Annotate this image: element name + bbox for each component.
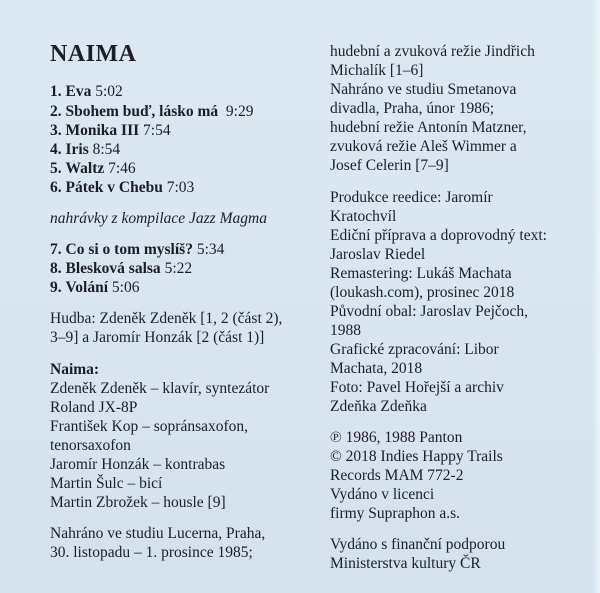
text-line: © 2018 Indies Happy Trails: [330, 448, 503, 465]
text-line: Foto: Pavel Hořejší a archiv: [330, 379, 504, 396]
text-line: Josef Celerin [7–9]: [330, 157, 449, 174]
track-item: 4. Iris 8:54: [50, 141, 121, 158]
text-line: Jaroslav Riedel: [330, 246, 426, 263]
text-line: Ediční příprava a doprovodný text:: [330, 227, 547, 244]
text-line: Původní obal: Jaroslav Pejčoch,: [330, 303, 529, 320]
text-line: Produkce reedice: Jaromír: [330, 189, 493, 206]
band-heading: Naima:: [50, 361, 100, 378]
text-line: Zdeňka Zdeňka: [330, 398, 427, 415]
text-line: 3–9] a Jaromír Honzák [2 (část 1)]: [50, 329, 265, 346]
track-item: 8. Blesková salsa 5:22: [50, 260, 193, 277]
text-line: 30. listopadu – 1. prosince 1985;: [50, 544, 253, 561]
text-line: František Kop – sopránsaxofon,: [50, 418, 249, 435]
album-title: NAIMA: [50, 41, 137, 67]
text-line: zvuková režie Aleš Wimmer a: [330, 138, 517, 155]
text-line: Kratochvíl: [330, 208, 397, 225]
page-edge: [592, 0, 600, 593]
text-line: Remastering: Lukáš Machata: [330, 265, 512, 282]
text-line: ℗ 1986, 1988 Panton: [330, 429, 463, 446]
text-line: Michalík [1–6]: [330, 62, 424, 79]
track-item: 3. Monika III 7:54: [50, 122, 171, 139]
track-item: 7. Co si o tom myslíš? 5:34: [50, 241, 225, 258]
track-item: 1. Eva 5:02: [50, 83, 123, 100]
text-line: Records MAM 772-2: [330, 467, 464, 484]
text-line: Zdeněk Zdeněk – klavír, syntezátor: [50, 380, 270, 397]
text-line: Roland JX-8P: [50, 399, 138, 416]
track-item: 5. Waltz 7:46: [50, 160, 136, 177]
text-line: hudební a zvuková režie Jindřich: [330, 43, 535, 60]
text-line: 1988: [330, 322, 361, 339]
text-line: Grafické zpracování: Libor: [330, 341, 499, 358]
text-line: hudební režie Antonín Matzner,: [330, 119, 527, 136]
text-line: firmy Supraphon a.s.: [330, 505, 461, 522]
track-item: 9. Volání 5:06: [50, 279, 140, 296]
text-line: Hudba: Zdeněk Zdeněk [1, 2 (část 2),: [50, 310, 283, 327]
text-line: Nahráno ve studiu Lucerna, Praha,: [50, 525, 266, 542]
text-line: divadla, Praha, únor 1986;: [330, 100, 495, 117]
text-line: (loukash.com), prosinec 2018: [330, 284, 515, 301]
compilation-note: nahrávky z kompilace Jazz Magma: [50, 210, 267, 227]
text-line: Ministerstva kultury ČR: [330, 555, 481, 572]
text-line: Nahráno ve studiu Smetanova: [330, 81, 517, 98]
text-line: tenorsaxofon: [50, 437, 131, 454]
text-line: Machata, 2018: [330, 360, 423, 377]
text-line: Martin Zbrožek – housle [9]: [50, 494, 226, 511]
text-line: Martin Šulc – bicí: [50, 475, 163, 492]
track-item: 6. Pátek v Chebu 7:03: [50, 179, 195, 196]
text-line: Vydáno s finanční podporou: [330, 536, 506, 553]
text-line: Jaromír Honzák – kontrabas: [50, 456, 226, 473]
text-line: Vydáno v licenci: [330, 486, 435, 503]
track-item: 2. Sbohem buď, lásko má 9:29: [50, 103, 254, 120]
